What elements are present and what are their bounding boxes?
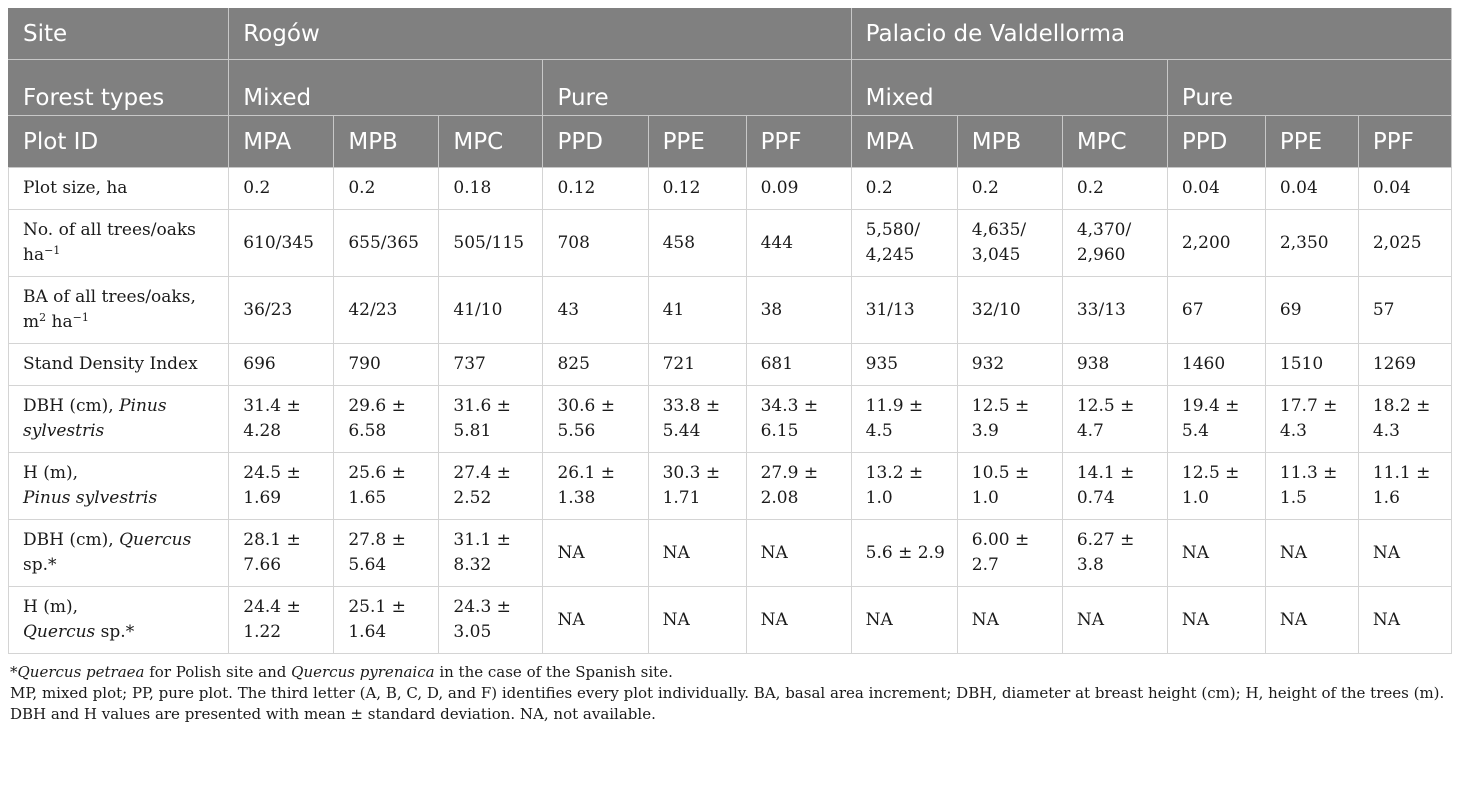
table-cell: 932 (957, 344, 1062, 386)
table-cell: 69 (1265, 277, 1358, 344)
table-cell: 721 (648, 344, 746, 386)
table-cell: 38 (746, 277, 851, 344)
table-cell: 24.5 ± 1.69 (229, 453, 334, 520)
table-cell: NA (1167, 520, 1265, 587)
table-cell: 610/345 (229, 210, 334, 277)
plot-id-cell: MPC (439, 116, 543, 168)
table-row (9, 168, 1452, 210)
row-label: Plot size, ha (9, 168, 229, 210)
table-cell: 41/10 (439, 277, 543, 344)
table-cell: 6.27 ± 3.8 (1062, 520, 1167, 587)
table-cell: 444 (746, 210, 851, 277)
plot-id-cell: MPB (957, 116, 1062, 168)
table-cell: 696 (229, 344, 334, 386)
table-row (9, 453, 1452, 520)
table-cell: 18.2 ± 4.3 (1358, 386, 1451, 453)
table-cell: 5.6 ± 2.9 (851, 520, 957, 587)
table-cell: 938 (1062, 344, 1167, 386)
table-cell: 32/10 (957, 277, 1062, 344)
table-cell: 13.2 ± 1.0 (851, 453, 957, 520)
table-cell: 825 (543, 344, 648, 386)
table-cell: 0.2 (957, 168, 1062, 210)
row-label: BA of all trees/oaks, $m^2$ $ha^{-1}$ (9, 277, 229, 344)
table-cell: 4,635/ 3,045 (957, 210, 1062, 277)
table-cell: 34.3 ± 6.15 (746, 386, 851, 453)
plot-id-cell: MPA (229, 116, 334, 168)
table-cell: NA (746, 587, 851, 654)
plot-id-label: Plot ID (9, 116, 229, 168)
table-cell: 11.1 ± 1.6 (1358, 453, 1451, 520)
table-cell: 1510 (1265, 344, 1358, 386)
plot-id-cell: PPD (1167, 116, 1265, 168)
plot-id-cell: PPE (1265, 116, 1358, 168)
forest-type-rogow-pure: Pure (543, 60, 851, 116)
table-row (9, 520, 1452, 587)
table-cell: NA (1167, 587, 1265, 654)
forest-type-palacio-mixed: Mixed (851, 60, 1167, 116)
table-cell: 790 (334, 344, 439, 386)
table-cell: 2,025 (1358, 210, 1451, 277)
table-cell: 30.6 ± 5.56 (543, 386, 648, 453)
table-cell: 11.9 ± 4.5 (851, 386, 957, 453)
plot-id-cell: PPE (648, 116, 746, 168)
plot-id-cell: MPA (851, 116, 957, 168)
table-cell: 27.9 ± 2.08 (746, 453, 851, 520)
table-cell: 24.4 ± 1.22 (229, 587, 334, 654)
footnote-species: *Quercus petraea for Polish site and Quercus pyrenaica in the case of the Spanish site. (10, 663, 673, 681)
table-cell: 681 (746, 344, 851, 386)
forest-type-palacio-pure: Pure (1167, 60, 1451, 116)
table-cell: 0.12 (543, 168, 648, 210)
table-cell: 0.2 (229, 168, 334, 210)
table-cell: 708 (543, 210, 648, 277)
table-cell: 0.09 (746, 168, 851, 210)
table-row (9, 386, 1452, 453)
row-label: H (m), Pinus sylvestris (9, 453, 229, 520)
table-cell: NA (1265, 520, 1358, 587)
table-cell: 2,200 (1167, 210, 1265, 277)
table-cell: 19.4 ± 5.4 (1167, 386, 1265, 453)
header-row-plot-id (9, 116, 1452, 168)
table-cell: 4,370/ 2,960 (1062, 210, 1167, 277)
table-cell: 935 (851, 344, 957, 386)
table-cell: 0.2 (1062, 168, 1167, 210)
table-container (8, 8, 1452, 725)
table-cell: NA (1062, 587, 1167, 654)
row-label: No. of all trees/oaks $ha^{-1}$ (9, 210, 229, 277)
table-cell: 11.3 ± 1.5 (1265, 453, 1358, 520)
table-cell: 29.6 ± 6.58 (334, 386, 439, 453)
table-cell: NA (746, 520, 851, 587)
table-row (9, 277, 1452, 344)
table-cell: NA (648, 587, 746, 654)
table-cell: 28.1 ± 7.66 (229, 520, 334, 587)
table-cell: 12.5 ± 4.7 (1062, 386, 1167, 453)
header-row-forest-types (9, 60, 1452, 116)
table-cell: 31/13 (851, 277, 957, 344)
plot-characteristics-table (8, 8, 1452, 654)
table-cell: 27.4 ± 2.52 (439, 453, 543, 520)
plot-id-cell: PPF (746, 116, 851, 168)
table-cell: 0.2 (334, 168, 439, 210)
table-cell: 31.1 ± 8.32 (439, 520, 543, 587)
table-cell: 67 (1167, 277, 1265, 344)
table-cell: 2,350 (1265, 210, 1358, 277)
table-cell: 0.2 (851, 168, 957, 210)
table-cell: 43 (543, 277, 648, 344)
table-cell: 0.18 (439, 168, 543, 210)
table-cell: 25.6 ± 1.65 (334, 453, 439, 520)
table-cell: NA (543, 520, 648, 587)
table-row (9, 344, 1452, 386)
table-cell: 12.5 ± 3.9 (957, 386, 1062, 453)
table-cell: 655/365 (334, 210, 439, 277)
row-label: Stand Density Index (9, 344, 229, 386)
table-cell: 25.1 ± 1.64 (334, 587, 439, 654)
site-rogow: Rogów (229, 8, 851, 60)
table-cell: NA (1358, 587, 1451, 654)
table-cell: 30.3 ± 1.71 (648, 453, 746, 520)
table-cell: 505/115 (439, 210, 543, 277)
table-cell: NA (648, 520, 746, 587)
table-cell: 14.1 ± 0.74 (1062, 453, 1167, 520)
table-cell: 42/23 (334, 277, 439, 344)
table-cell: 36/23 (229, 277, 334, 344)
plot-id-cell: PPD (543, 116, 648, 168)
table-cell: 0.04 (1265, 168, 1358, 210)
table-cell: NA (1265, 587, 1358, 654)
table-cell: 0.04 (1358, 168, 1451, 210)
table-cell: 24.3 ± 3.05 (439, 587, 543, 654)
table-cell: 33/13 (1062, 277, 1167, 344)
table-cell: 27.8 ± 5.64 (334, 520, 439, 587)
table-cell: 33.8 ± 5.44 (648, 386, 746, 453)
table-cell: 5,580/ 4,245 (851, 210, 957, 277)
table-cell: 1269 (1358, 344, 1451, 386)
table-cell: 31.4 ± 4.28 (229, 386, 334, 453)
table-cell: NA (543, 587, 648, 654)
plot-id-cell: MPC (1062, 116, 1167, 168)
header-row-site (9, 8, 1452, 60)
table-cell: 0.12 (648, 168, 746, 210)
table-cell: NA (957, 587, 1062, 654)
table-cell: 1460 (1167, 344, 1265, 386)
table-row (9, 210, 1452, 277)
plot-id-cell: PPF (1358, 116, 1451, 168)
table-cell: NA (1358, 520, 1451, 587)
row-label: DBH (cm), Pinus sylvestris (9, 386, 229, 453)
table-cell: 41 (648, 277, 746, 344)
forest-type-rogow-mixed: Mixed (229, 60, 543, 116)
table-cell: 31.6 ± 5.81 (439, 386, 543, 453)
table-cell: 57 (1358, 277, 1451, 344)
table-cell: 458 (648, 210, 746, 277)
footnote-abbreviations: MP, mixed plot; PP, pure plot. The third letter (A, B, C, D, and F) identifies every plot individually. BA, basal area increment; DBH, diameter at breast height (cm); H, height of the trees (m). DBH and H values are presented with mean ± standard deviation. NA, not available. (10, 684, 1445, 723)
table-footnotes (8, 662, 1452, 725)
table-cell: NA (851, 587, 957, 654)
forest-types-label: Forest types (9, 60, 229, 116)
table-cell: 0.04 (1167, 168, 1265, 210)
site-palacio: Palacio de Valdellorma (851, 8, 1451, 60)
site-label: Site (9, 8, 229, 60)
table-cell: 17.7 ± 4.3 (1265, 386, 1358, 453)
table-cell: 12.5 ± 1.0 (1167, 453, 1265, 520)
table-cell: 737 (439, 344, 543, 386)
table-cell: 6.00 ± 2.7 (957, 520, 1062, 587)
table-cell: 26.1 ± 1.38 (543, 453, 648, 520)
row-label: H (m), Quercus sp.* (9, 587, 229, 654)
table-row (9, 587, 1452, 654)
table-cell: 10.5 ± 1.0 (957, 453, 1062, 520)
row-label: DBH (cm), Quercus sp.* (9, 520, 229, 587)
plot-id-cell: MPB (334, 116, 439, 168)
